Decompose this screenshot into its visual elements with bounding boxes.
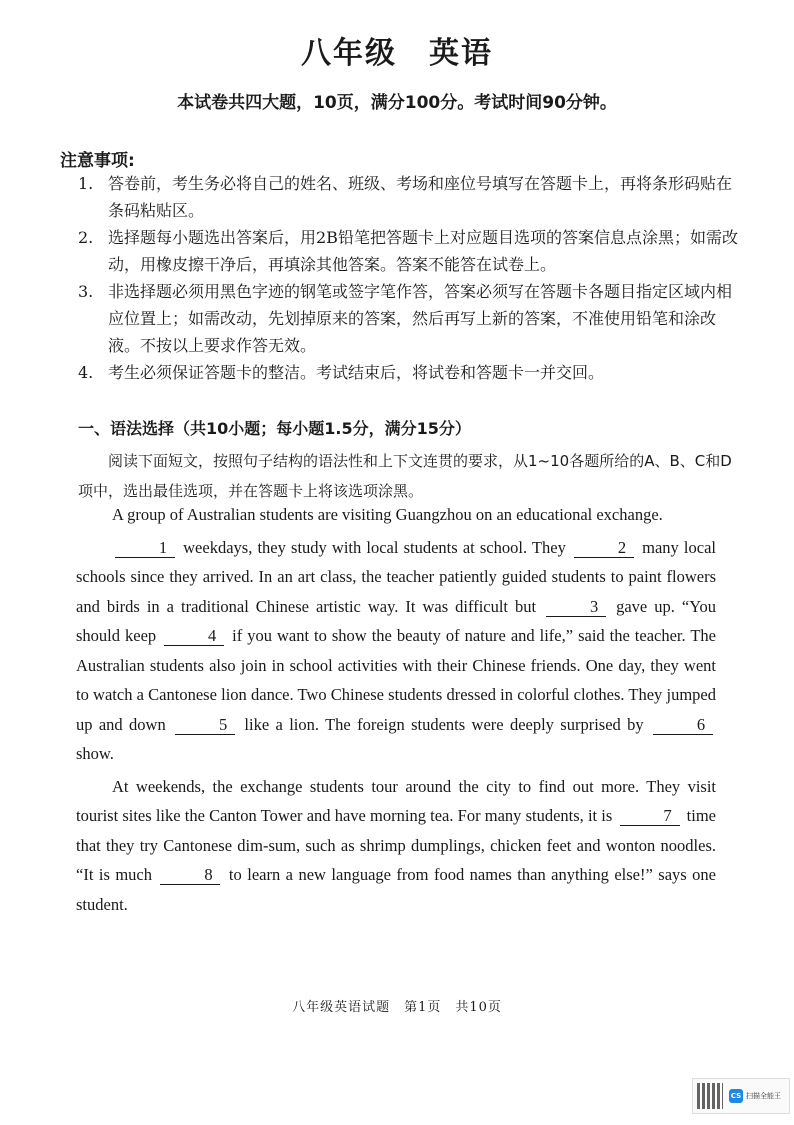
section-instructions: 阅读下面短文，按照句子结构的语法性和上下文连贯的要求，从1~10各题所给的A、B、C和D项中，选出最佳选项，并在答题卡上将该选项涂黑。 [78,452,732,500]
notice-text: 答卷前，考生务必将自己的姓名、班级、考场和座位号填写在答题卡上，再将条形码贴在条码粘贴区。 [108,174,733,220]
notice-item [78,359,746,386]
answer-blank: 7 [620,807,680,826]
notice-heading: 注意事项: [60,151,135,171]
passage-text: show. [76,744,114,763]
page-footer: 八年级英语试题 第1页 共10页 [292,1000,502,1015]
passage-text: At weekends, the exchange students tour around the city to find out more. They visit tourist sites like the Canton Tower and have morning tea. For many students, it is [76,776,716,825]
notice-item [78,278,746,359]
answer-blank: 2 [574,539,634,558]
passage-text: if you want to show the beauty of nature and life,” said the teacher. The Australian students also join in school activities with their Chinese friends. One day, they went to watch a Cantonese lion dance. Two Chinese students dressed in colorful clothes. They jumped up and down [76,626,716,734]
passage-text: gave up. “You should keep [76,596,716,645]
notice-number: 2. [78,228,94,247]
notice-item [78,224,746,278]
exam-info: 本试卷共四大题，10页，满分100分。考试时间90分钟。 [177,93,617,113]
passage-paragraph: A group of Australian students are visiting Guangzhou on an educational exchange. [112,505,663,524]
notice-item [78,170,746,224]
notice-number: 4. [78,363,94,382]
notice-text: 考生必须保证答题卡的整洁。考试结束后，将试卷和答题卡一并交回。 [108,363,605,382]
answer-blank: 6 [653,716,713,735]
notice-text: 选择题每小题选出答案后，用2B铅笔把答题卡上对应题目选项的答案信息点涂黑；如需改动，用橡皮擦干净后，再填涂其他答案。答案不能答在试卷上。 [108,228,738,274]
notice-text: 非选择题必须用黑色字迹的钢笔或签字笔作答，答案必须写在答题卡各题目指定区域内相应位置上；如需改动，先划掉原来的答案，然后再写上新的答案，不准使用铅笔和涂改液。不按以上要求作答无效。 [108,282,733,355]
notice-number: 1. [78,174,94,193]
passage-text: time that they try Cantonese dim-sum, such as shrimp dumplings, chicken feet and wonton noodles. “It is much [76,806,716,884]
answer-blank: 3 [546,598,606,617]
section-heading: 一、语法选择（共10小题；每小题1.5分，满分15分） [78,419,471,438]
qr-code-icon [697,1083,723,1109]
answer-blank: 8 [160,866,220,885]
answer-blank: 4 [164,627,224,646]
camscanner-logo-icon: CS [729,1089,743,1103]
passage-text: to learn a new language from food names than anything else!” says one student. [76,865,716,914]
passage-text: like a lion. The foreign students were deeply surprised by [238,714,650,734]
notice-list [78,170,746,386]
answer-blank: 1 [115,539,175,558]
passage-text: weekdays, they study with local students at school. They [178,537,571,557]
answer-blank: 5 [175,716,235,735]
scanner-watermark [692,1078,790,1114]
scanner-label: 扫描全能王 [746,1092,781,1100]
passage-text: many local schools since they arrived. In an art class, the teacher patiently guided students to paint flowers and birds in a traditional Chinese artistic way. It was difficult but [76,537,716,616]
passage-paragraph [76,772,716,920]
page-title: 八年级 英语 [301,36,493,71]
notice-number: 3. [78,282,94,301]
reading-passage [76,500,716,922]
passage-paragraph [76,533,716,769]
